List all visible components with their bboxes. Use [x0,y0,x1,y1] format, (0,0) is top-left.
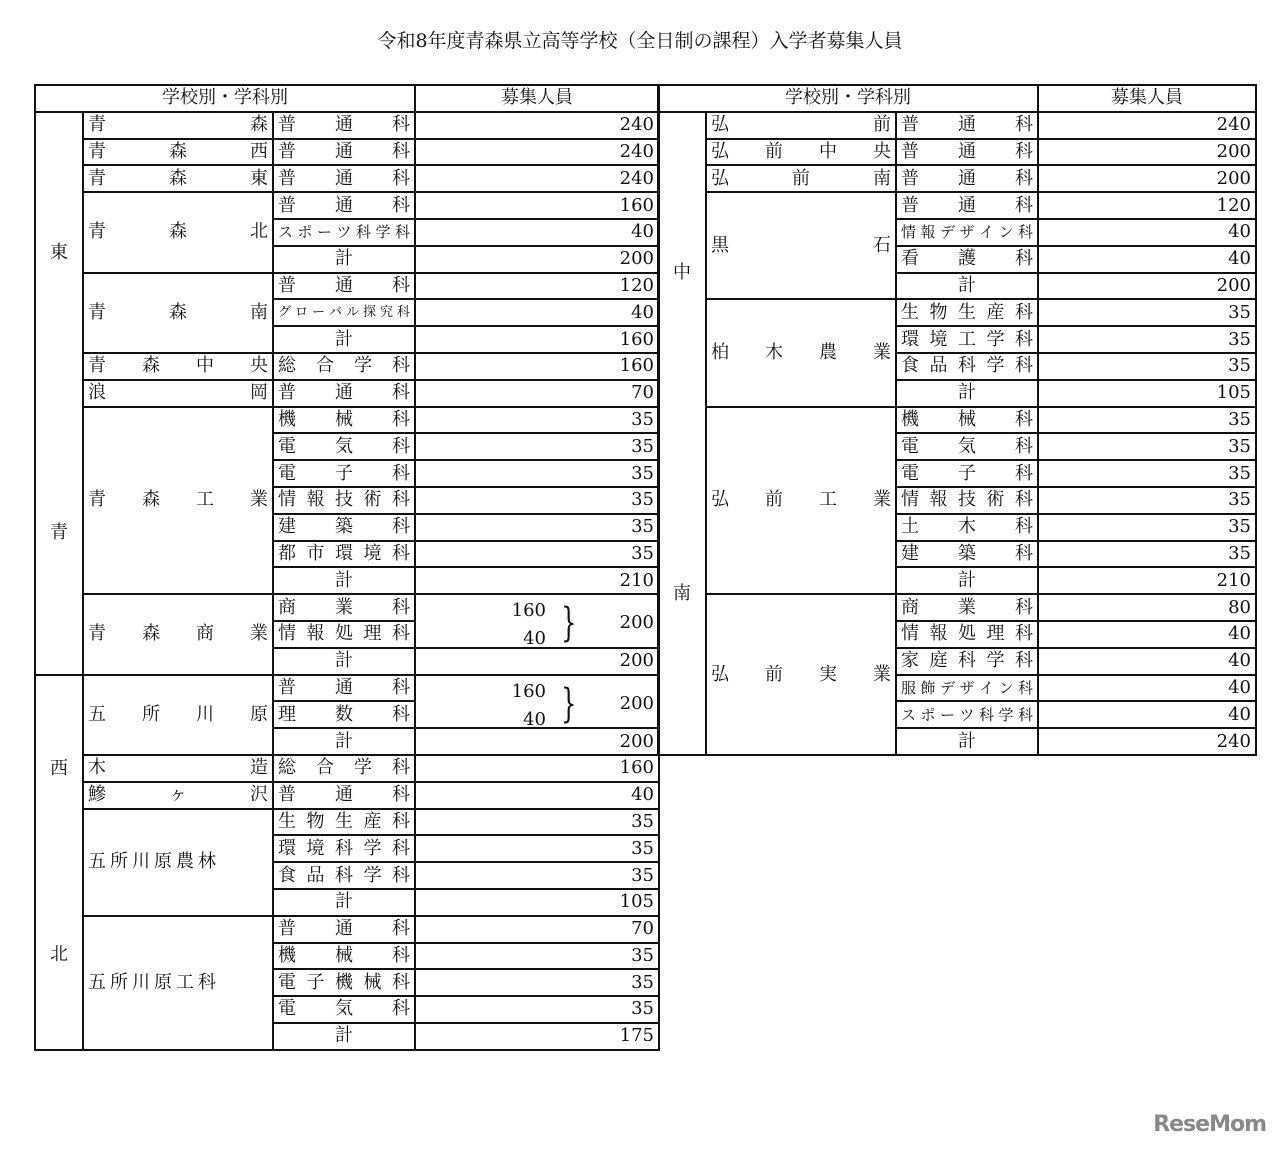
school-name [706,139,896,166]
table-row [35,165,659,192]
school-name-text: 弘 前 南 [711,167,891,189]
department-text: 建 築 科 [901,542,1033,564]
school-name-text: 青 森 東 [88,167,268,189]
dept-capacity: 240 [415,165,659,192]
dept-capacity: 40 [415,299,659,326]
department-name [896,112,1038,139]
department-name [273,487,415,514]
dept-capacity: 35 [415,835,659,862]
total-label: 計 [273,1023,415,1050]
school-name-text: 弘 前 工 業 [711,489,891,511]
school-name-text: 青 森 西 [88,140,268,162]
department-text: 商 業 科 [901,596,1033,618]
dept-capacity: 200 [1038,139,1256,166]
capacity-bracket-cell [415,594,659,648]
table-row [35,192,659,219]
department-text: 普 通 科 [278,140,410,162]
school-name-text: 青 森 中 央 [88,355,268,377]
department-name [896,675,1038,702]
total-capacity: 200 [415,728,659,755]
school-name-text: 黒 石 [711,234,891,256]
department-text: 機 械 科 [901,408,1033,430]
total-label: 計 [896,567,1038,594]
table-row [35,112,659,139]
department-name [896,701,1038,728]
left-table [34,84,660,1051]
dept-capacity: 40 [523,628,547,648]
department-name [896,407,1038,434]
dept-capacity: 160 [511,600,547,622]
dept-capacity: 160 [415,192,659,219]
department-name [273,835,415,862]
school-name [706,165,896,192]
department-name [273,299,415,326]
department-name [273,514,415,541]
department-name [273,192,415,219]
school-name [83,112,273,139]
area-char: 青 [50,522,68,544]
dept-capacity: 35 [415,996,659,1023]
table-row [35,675,659,702]
total-label: 計 [273,246,415,273]
area-cell [35,675,83,1050]
table-row [658,165,1256,192]
school-name-text: 青 森 北 [88,221,268,243]
department-text: 普 通 科 [278,274,410,296]
school-name-text: 柏 木 農 業 [711,341,891,363]
department-name [273,621,415,648]
department-text: 普 通 科 [278,194,410,216]
department-text: 環 境 科 学 科 [278,837,410,859]
resemom-logo: ReseMom [1153,1112,1266,1137]
dept-capacity: 35 [415,514,659,541]
department-name [273,969,415,996]
area-label [40,113,78,674]
bracket-values [416,597,546,648]
department-name [273,594,415,621]
table-row [658,192,1256,219]
department-name [273,782,415,809]
department-text: ス ポ ー ツ 科 学 科 [901,705,1034,724]
table-row [35,273,659,300]
department-text: 普 通 科 [278,676,410,698]
dept-capacity: 240 [415,112,659,139]
school-name [83,594,273,674]
total-label: 計 [896,728,1038,755]
department-text: 電 子 機 械 科 [278,971,410,993]
dept-capacity: 35 [1038,326,1256,353]
department-name [896,594,1038,621]
dept-capacity: 40 [1038,246,1256,273]
dept-capacity: 35 [415,809,659,836]
dept-capacity: 35 [415,407,659,434]
department-name [273,433,415,460]
total-label: 計 [273,728,415,755]
department-text: 普 通 科 [278,114,410,136]
school-name [706,594,896,755]
department-name [896,648,1038,675]
department-text: 服 飾 デ ザ イ ン 科 [901,678,1034,697]
department-text: 食 品 科 学 科 [278,864,410,886]
department-name [896,139,1038,166]
dept-capacity: 120 [1038,192,1256,219]
total-label: 計 [896,380,1038,407]
school-name-text: 鰺 ヶ 沢 [88,784,268,806]
department-name [273,407,415,434]
dept-capacity: 40 [1038,648,1256,675]
department-text: 普 通 科 [278,784,410,806]
dept-capacity: 240 [1038,112,1256,139]
department-name [896,353,1038,380]
bracket-total: 200 [619,612,655,634]
table-row [35,782,659,809]
department-name [273,675,415,702]
right-table [657,84,1257,756]
school-name-text: 青 森 工 業 [88,489,268,511]
department-text: 生 物 生 産 科 [901,301,1033,323]
school-name [83,139,273,166]
dept-capacity: 35 [1038,514,1256,541]
department-text: 電 気 科 [278,998,410,1020]
department-text: 都 市 環 境 科 [278,542,410,564]
total-capacity: 210 [1038,567,1256,594]
bracket-values [416,678,546,729]
school-name [706,299,896,406]
dept-capacity: 35 [415,943,659,970]
department-text: ス ポ ー ツ 科 学 科 [278,223,411,242]
school-name-text: 弘 前 [711,114,891,136]
department-name [896,246,1038,273]
department-text: 電 子 科 [901,462,1033,484]
school-name [83,273,273,353]
dept-capacity: 70 [415,916,659,943]
department-name [273,809,415,836]
total-capacity: 175 [415,1023,659,1050]
total-label: 計 [273,326,415,353]
department-name [273,353,415,380]
table-row [658,112,1256,139]
department-text: 電 子 科 [278,462,410,484]
department-name [896,541,1038,568]
area-char: 東 [50,241,68,263]
total-label: 計 [273,567,415,594]
dept-capacity: 35 [1038,407,1256,434]
department-text: 機 械 科 [278,408,410,430]
department-text: 情 報 技 術 科 [901,489,1033,511]
department-text: 土 木 科 [901,516,1033,538]
dept-capacity: 35 [415,460,659,487]
department-name [896,487,1038,514]
department-text: 電 気 科 [278,435,410,457]
header-capacity: 募集人員 [1038,85,1256,112]
dept-capacity: 40 [1038,621,1256,648]
school-name [83,809,273,916]
department-text: 機 械 科 [278,944,410,966]
dept-capacity: 160 [511,680,547,702]
department-text: 総 合 学 科 [278,757,410,779]
dept-capacity: 70 [415,380,659,407]
department-text: グ ロ ー バ ル 探 究 科 [278,304,411,320]
department-name [896,299,1038,326]
department-name [273,996,415,1023]
header-capacity: 募集人員 [415,85,659,112]
department-text: 総 合 学 科 [278,355,410,377]
department-name [273,755,415,782]
department-text: 普 通 科 [901,167,1033,189]
school-name [83,192,273,272]
dept-capacity: 200 [1038,165,1256,192]
dept-capacity: 35 [1038,541,1256,568]
school-name [83,675,273,755]
capacity-bracket-cell [415,675,659,729]
department-name [273,112,415,139]
department-name [896,165,1038,192]
school-name [83,755,273,782]
dept-capacity: 240 [415,139,659,166]
department-text: 看 護 科 [901,248,1033,270]
page-title: 令和8年度青森県立高等学校（全日制の課程）入学者募集人員 [377,30,903,52]
school-name-text: 弘 前 中 央 [711,140,891,162]
department-name [273,541,415,568]
dept-capacity: 35 [415,862,659,889]
dept-capacity: 40 [415,782,659,809]
total-capacity: 200 [415,246,659,273]
department-text: 生 物 生 産 科 [278,810,410,832]
dept-capacity: 160 [415,353,659,380]
total-capacity: 160 [415,326,659,353]
school-name [83,916,273,1050]
department-text: 普 通 科 [278,167,410,189]
total-capacity: 105 [1038,380,1256,407]
area-char: 北 [50,944,68,966]
area-cell [658,112,706,755]
table-row [35,407,659,434]
department-text: 情 報 デ ザ イ ン 科 [901,223,1034,242]
area-label [40,676,78,1049]
dept-capacity: 35 [1038,299,1256,326]
table-row [35,916,659,943]
brace-icon: } [561,680,577,727]
department-name [273,862,415,889]
dept-capacity: 160 [415,755,659,782]
header-school-dept: 学校別・学科別 [35,85,415,112]
school-name [706,112,896,139]
department-text: 商 業 科 [278,596,410,618]
total-capacity: 210 [415,567,659,594]
area-char: 西 [50,757,68,779]
department-name [896,433,1038,460]
header-school-dept: 学校別・学科別 [658,85,1038,112]
area-char: 中 [673,262,691,284]
dept-capacity: 120 [415,273,659,300]
dept-capacity: 35 [1038,353,1256,380]
dept-capacity: 40 [415,219,659,246]
department-name [273,460,415,487]
area-char: 南 [673,582,691,604]
table-row [658,299,1256,326]
department-name [896,460,1038,487]
department-name [273,139,415,166]
department-name [896,326,1038,353]
department-name [273,165,415,192]
dept-capacity: 40 [523,708,547,729]
dept-capacity: 35 [415,969,659,996]
bracket-total: 200 [619,692,655,714]
total-capacity: 105 [415,889,659,916]
table-row [658,594,1256,621]
school-name-text: 青 森 商 業 [88,623,268,645]
dept-capacity: 35 [1038,487,1256,514]
department-text: 情 報 処 理 科 [901,623,1033,645]
department-text: 情 報 技 術 科 [278,489,410,511]
school-name-text: 青 森 [88,114,268,136]
dept-capacity: 35 [415,433,659,460]
department-text: 普 通 科 [278,918,410,940]
table-row [658,407,1256,434]
school-name-text: 五 所 川 原 工 科 [88,971,220,993]
school-name [706,407,896,595]
school-name [706,192,896,299]
area-cell [35,112,83,675]
dept-capacity: 80 [1038,594,1256,621]
department-name [273,219,415,246]
table-row [35,755,659,782]
department-text: 環 境 工 学 科 [901,328,1033,350]
total-capacity: 200 [415,648,659,675]
department-name [273,943,415,970]
department-text: 家 庭 科 学 科 [901,650,1033,672]
school-name [83,353,273,380]
school-name [83,407,273,595]
table-row [35,809,659,836]
department-name [273,916,415,943]
department-name [273,701,415,728]
department-text: 普 通 科 [901,194,1033,216]
department-text: 電 気 科 [901,435,1033,457]
dept-capacity: 40 [1038,701,1256,728]
total-label: 計 [896,273,1038,300]
school-name-text: 弘 前 実 業 [711,663,891,685]
dept-capacity: 35 [415,541,659,568]
dept-capacity: 35 [1038,433,1256,460]
table-row [658,139,1256,166]
total-capacity: 240 [1038,728,1256,755]
department-name [273,273,415,300]
school-name [83,782,273,809]
department-name [896,219,1038,246]
department-text: 理 数 科 [278,703,410,725]
total-capacity: 200 [1038,273,1256,300]
department-text: 普 通 科 [901,140,1033,162]
department-name [896,514,1038,541]
table-row [35,353,659,380]
table-row [35,139,659,166]
department-text: 普 通 科 [901,114,1033,136]
dept-capacity: 40 [1038,675,1256,702]
table-row [35,380,659,407]
dept-capacity: 40 [1038,219,1256,246]
school-name [83,165,273,192]
dept-capacity: 35 [415,487,659,514]
department-name [896,621,1038,648]
school-name-text: 浪 岡 [88,382,268,404]
school-name-text: 五 所 川 原 [88,703,268,725]
department-text: 情 報 処 理 科 [278,623,410,645]
brace-icon: } [561,600,577,647]
dept-capacity: 35 [1038,460,1256,487]
school-name-text: 五 所 川 原 農 林 [88,851,220,873]
school-name [83,380,273,407]
total-label: 計 [273,648,415,675]
school-name-text: 青 森 南 [88,301,268,323]
area-label [663,113,701,754]
department-text: 普 通 科 [278,382,410,404]
school-name-text: 木 造 [88,757,268,779]
department-name [896,192,1038,219]
department-text: 食 品 科 学 科 [901,355,1033,377]
department-name [273,380,415,407]
department-text: 建 築 科 [278,516,410,538]
total-label: 計 [273,889,415,916]
table-row [35,594,659,621]
